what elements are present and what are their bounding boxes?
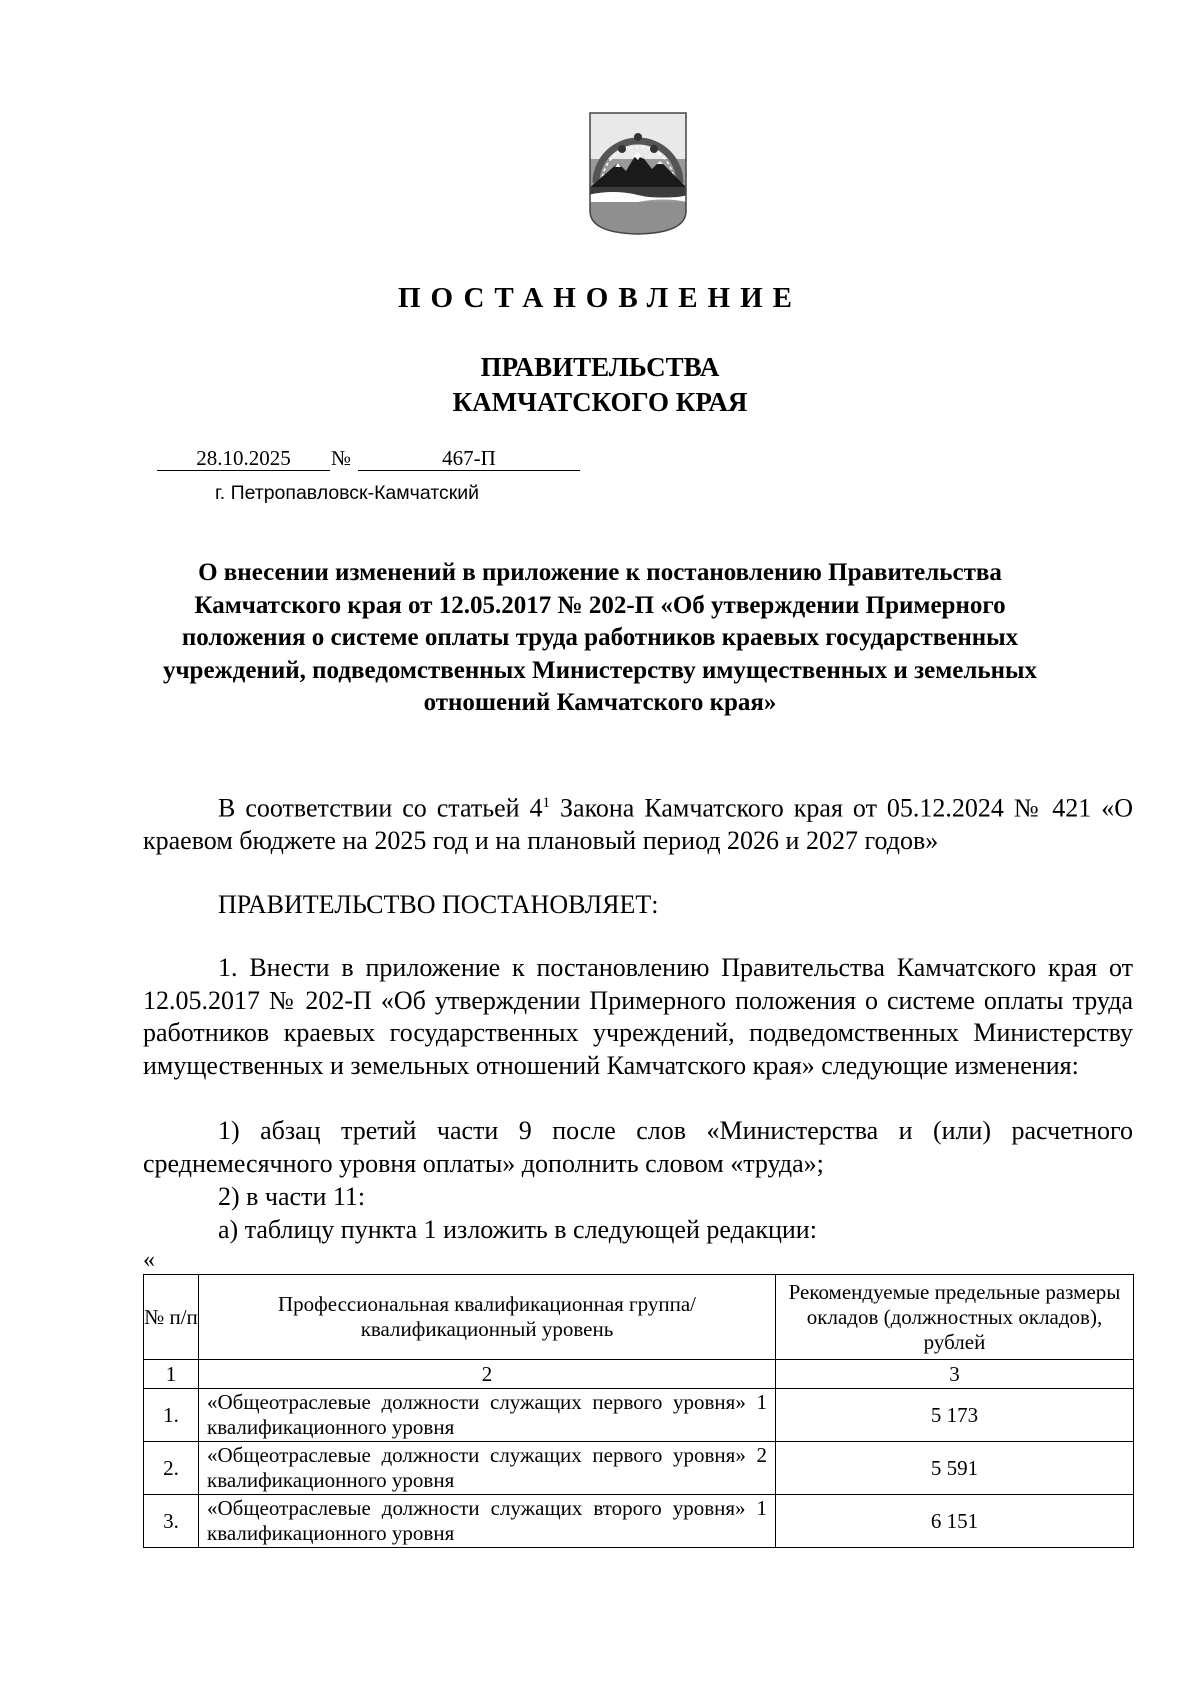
preamble-paragraph	[143, 787, 1133, 858]
numbering-cell: 2	[199, 1360, 776, 1389]
header-col-number: № п/п	[144, 1275, 199, 1360]
item-1-1-paragraph: 1) абзац третий части 9 после слов «Министерства и (или) расчетного среднемесячного уровня оплаты» дополнить словом «труда»;	[143, 1116, 1133, 1178]
row-number-cell: 2.	[144, 1442, 199, 1495]
preamble-text-end: Закона Камчатского края от 05.12.2024 № 421 «О краевом бюджете на 2025 год и на плановый период 2026 и 2027 годов»	[143, 793, 1133, 856]
document-date: 28.10.2025	[157, 446, 330, 471]
preamble-text-start: В соответствии со статьей 4	[218, 793, 543, 823]
row-group-cell: «Общеотраслевые должности служащих первого уровня» 1 квалификационного уровня	[199, 1389, 776, 1442]
row-group-cell: «Общеотраслевые должности служащих второго уровня» 1 квалификационного уровня	[199, 1495, 776, 1548]
item-1-paragraph: 1. Внести в приложение к постановлению Правительства Камчатского края от 12.05.2017 № 202-П «Об утверждении Примерного положения о системе оплаты труда работников краевых государственных учреждений, подведомственных Министерству имущественных и земельных отношений Камчатского края» следующие изменения:	[143, 953, 1133, 1080]
document-city: г. Петропавловск-Камчатский	[215, 482, 480, 504]
document-type-title: ПОСТАНОВЛЕНИЕ	[397, 282, 802, 314]
row-salary-cell: 6 151	[776, 1495, 1134, 1548]
salary-table	[143, 1274, 1134, 1548]
number-sign: №	[331, 446, 352, 470]
item-1-2a-paragraph: а) таблицу пункта 1 изложить в следующей редакции:	[218, 1215, 817, 1244]
document-number: 467-П	[358, 446, 580, 471]
document-heading: О внесении изменений в приложение к постановлению Правительства Камчатского края от 12.05.2017 № 202-П «Об утверждении Примерного положения о системе оплаты труда работников краевых государственных учреждений, подведомственных Министерству имущественных и земельных отношений Камчатского края»	[162, 559, 1038, 716]
table-row	[144, 1495, 1134, 1548]
row-group-cell: «Общеотраслевые должности служащих первого уровня» 2 квалификационного уровня	[199, 1442, 776, 1495]
table-row	[144, 1442, 1134, 1495]
coat-of-arms-icon	[588, 111, 688, 236]
row-number-cell: 1.	[144, 1389, 199, 1442]
article-superscript: 1	[542, 795, 551, 811]
row-salary-cell: 5 591	[776, 1442, 1134, 1495]
issuer-line-1: ПРАВИТЕЛЬСТВА	[480, 352, 720, 382]
issuer-line-2: КАМЧАТСКОГО КРАЯ	[452, 387, 748, 417]
decree-line: ПРАВИТЕЛЬСТВО ПОСТАНОВЛЯЕТ:	[218, 890, 659, 919]
table-row	[144, 1389, 1134, 1442]
row-salary-cell: 5 173	[776, 1389, 1134, 1442]
row-number-cell: 3.	[144, 1495, 199, 1548]
header-col-salary: Рекомендуемые предельные размеры окладов (должностных окладов), рублей	[776, 1275, 1134, 1360]
table-numbering-row	[144, 1360, 1134, 1389]
numbering-cell: 3	[776, 1360, 1134, 1389]
item-1-2-paragraph: 2) в части 11:	[218, 1182, 366, 1211]
numbering-cell: 1	[144, 1360, 199, 1389]
table-header-row	[144, 1275, 1134, 1360]
table-open-quote: «	[143, 1247, 155, 1273]
header-col-group: Профессиональная квалификационная группа/ квалификационный уровень	[199, 1275, 776, 1360]
